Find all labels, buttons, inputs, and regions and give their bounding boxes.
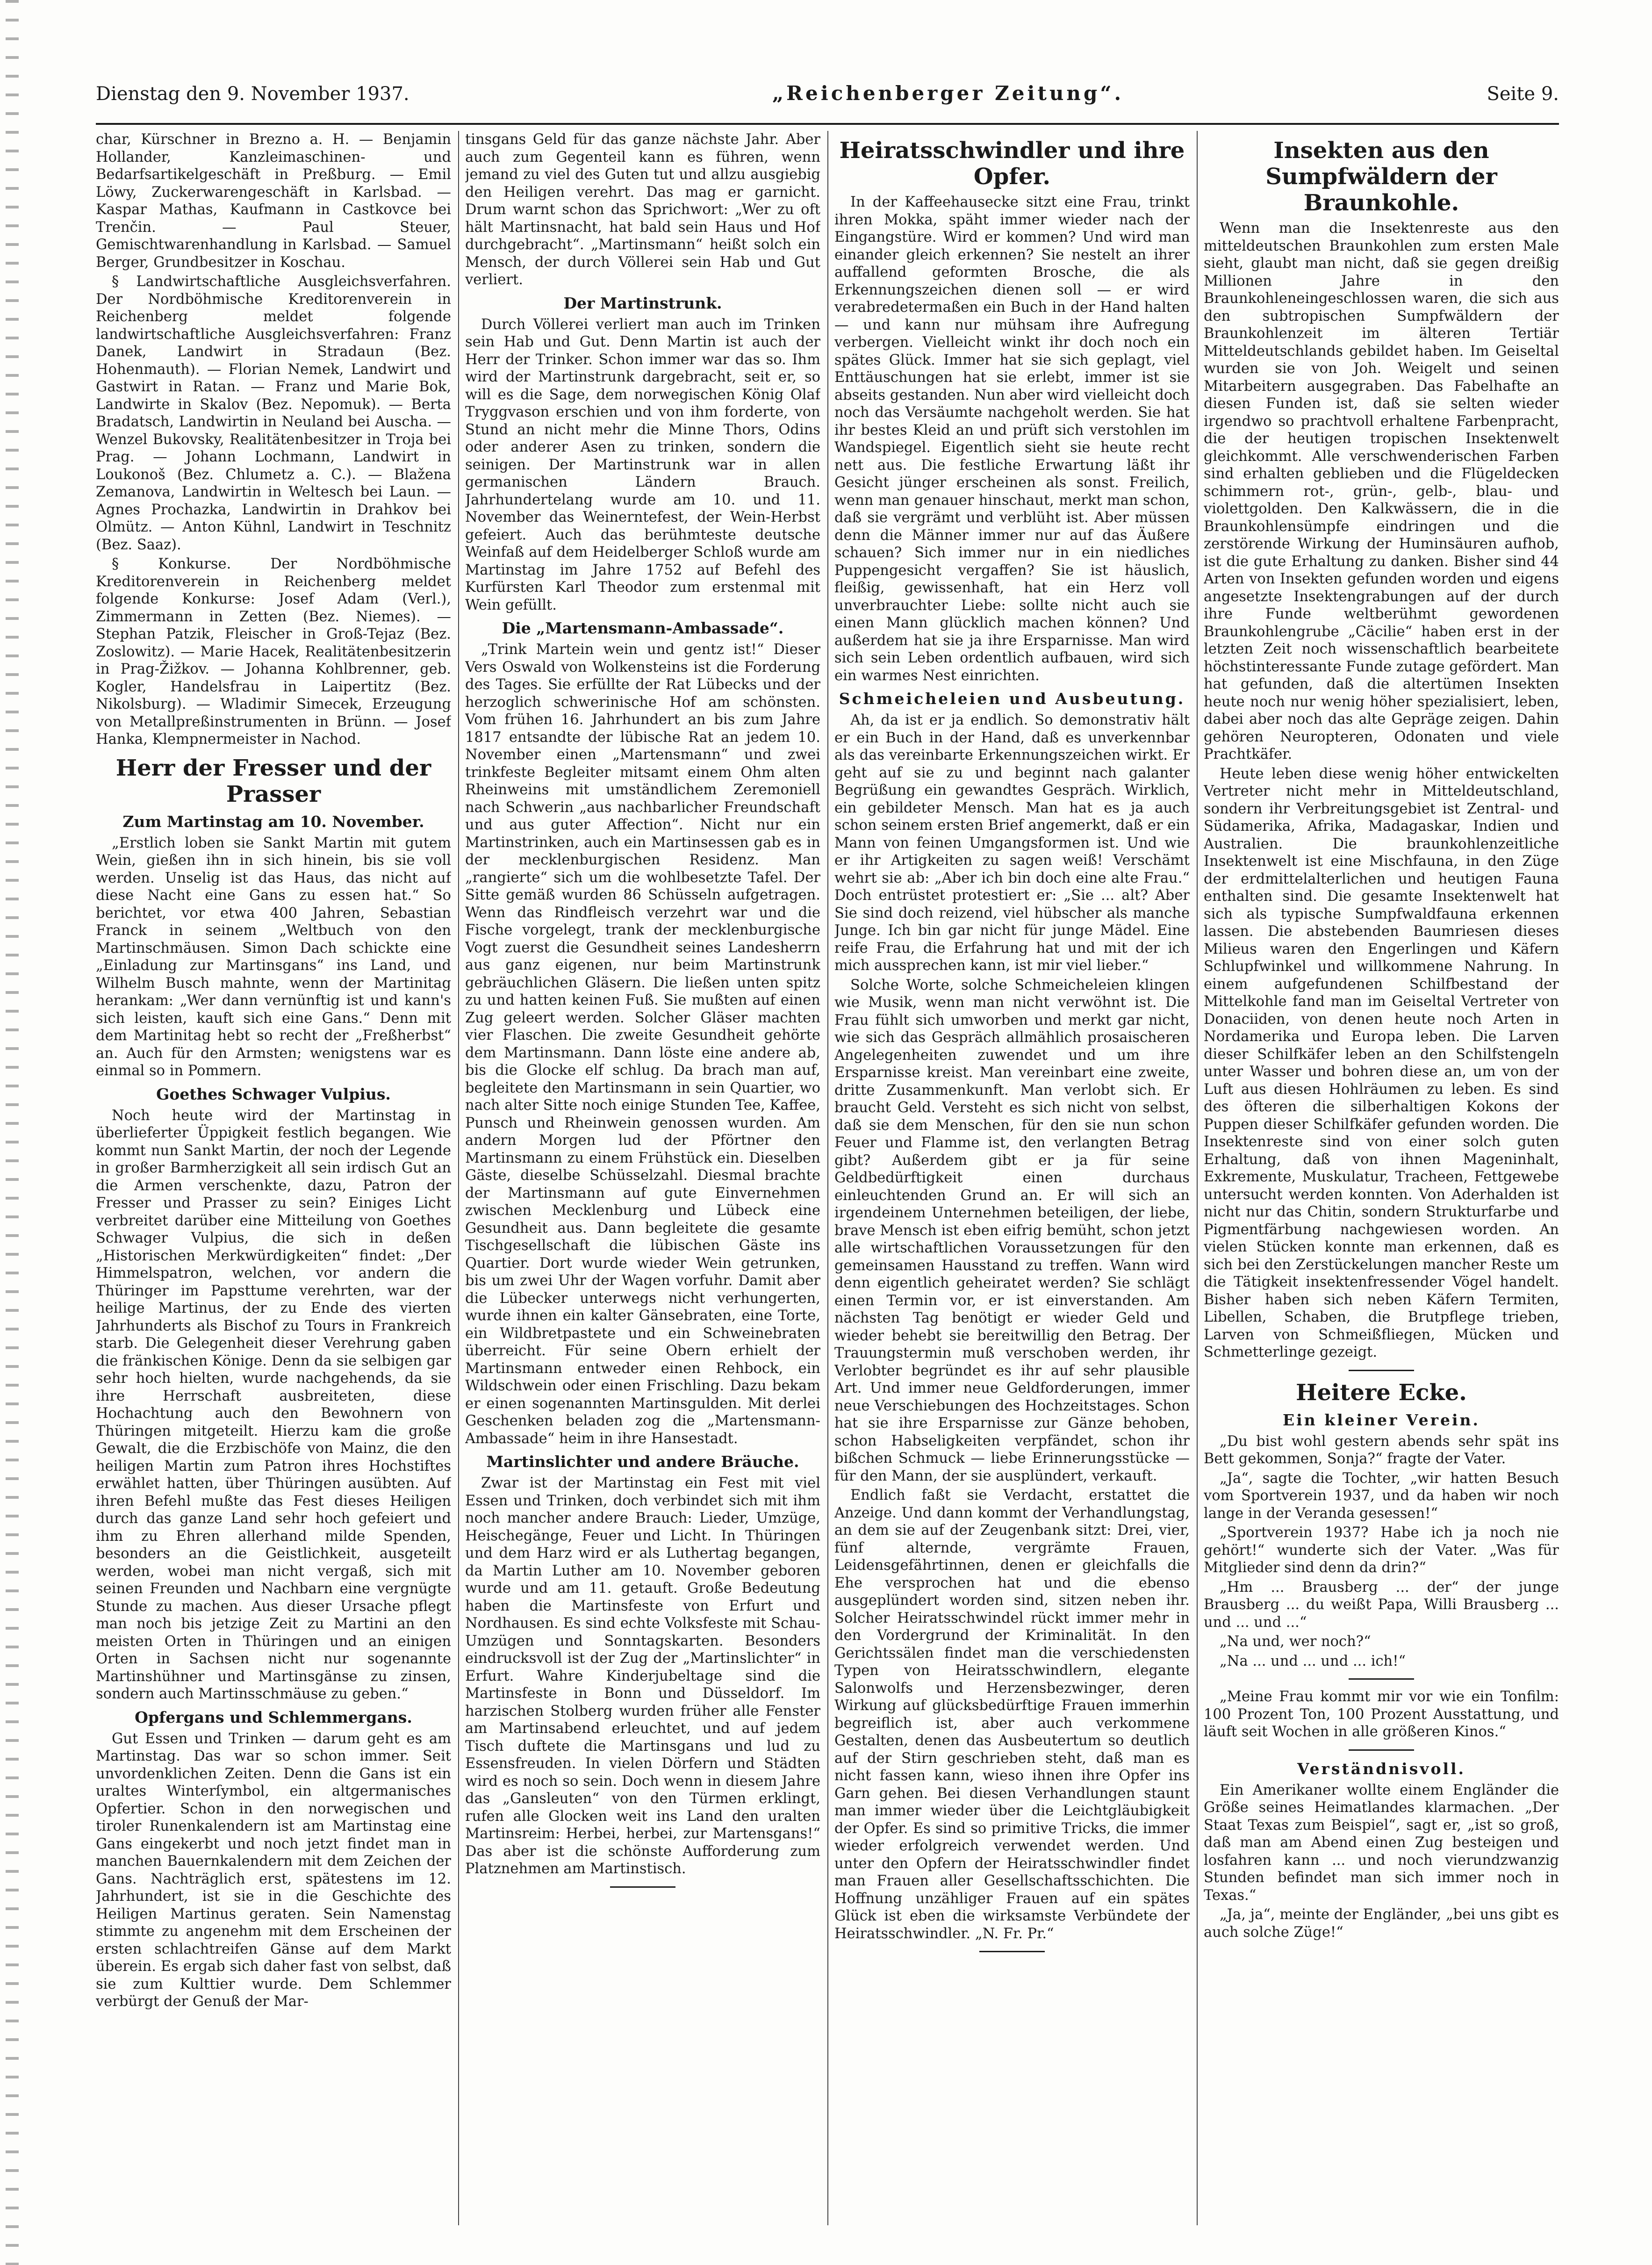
column-3 [834, 131, 1190, 2225]
article-text: Zwar ist der Martinstag ein Fest mit viel Essen und Trinken, doch verbindet sich mit ihm noch mancher andere Brauch: Lieder, Umzüge, Heischegänge, Feuer und Licht. In Thüringen und dem Harz wird er als Luthertag begangen, da Martin Luther am 10. November geboren wurde und am 11. getauft. Große Bedeutung haben die Martinsfeste von Erfurt und Nordhausen. Es sind echte Volksfeste mit Schau-Umzügen und Sonntagskarten. Besonders eindrucksvoll ist der Zug der „Martinslichter“ in Erfurt. Wahre Kinderjubeltage sind die Martinsfeste in Bonn und Düsseldorf. Im harzischen Stolberg wurden früher alle Fenster am Martinsabend erleuchtet, und auf jedem Tisch duftete die Martinsgans und lud zu Essensfreuden. In vielen Dörfern und Städten wird es noch so sein. Doch wenn in diesem Jahre das „Gansleuten“ von den Türmen erklingt, rufen alle Glocken weit ins Land den uralten Martinsreim: Herbei, herbei, zur Martensgans!“ Das aber ist die schönste Aufforderung zum Platznehmen am Martinstisch. [465, 1475, 820, 1877]
article-text: Solche Worte, solche Schmeicheleien klingen wie Musik, wenn man nicht verwöhnt ist. Die Frau fühlt sich umworben und merkt gar nicht, wie sich das Gespräch allmählich prosaischeren Angelegenheiten zuwendet und um ihre Ersparnisse kreist. Man vereinbart eine zweite, dritte Zusammenkunft. Man verlobt sich. Er braucht Geld. Versteht es sich nicht von selbst, daß sie dem Menschen, für den sie nun schon Feuer und Flamme ist, den verlangten Betrag gibt? Außerdem gibt er ja für seine Geldbedürftigkeit einen durchaus einleuchtenden Grund an. Er will sich an irgendeinem Unternehmen beteiligen, der liebe, brave Mensch ist eben eifrig bemüht, schon jetzt alle wirtschaftlichen Voraussetzungen für den gemeinsamen Hausstand zu treffen. Wann wird denn eigentlich geheiratet werden? Sie schlägt einen Termin vor, er ist einverstanden. Am nächsten Tag benötigt er wieder Geld und wieder behebt sie bereitwillig den Betrag. Der Trauungstermin muß verschoben werden, ihr Verlobter begründet es ihr auf sehr plausible Art. Und immer neue Geldforderungen, immer neue Verschiebungen des Hochzeitstages. Schon hat sie ihre Ersparnisse zur Gänze behoben, schon Habseligkeiten verpfändet, schon ihr bißchen Schmuck — liebe Erinnerungsstücke — für den Mann, der sie ausplündert, verkauft. [834, 977, 1190, 1484]
article-text: „Na ... und ... und ... ich!“ [1220, 1653, 1406, 1669]
article-text: In der Kaffeehausecke sitzt eine Frau, trinkt ihren Mokka, späht immer wieder nach der Eingangstüre. Wird er kommen? Und wird man einander gleich erkennen? Sie nestelt an ihrer auffallend geformten Brosche, die als Erkennungszeichen dienen soll — er wird verabredetermaßen ein Buch in der Hand halten — und kann nur mühsam ihre Aufregung verbergen. Vielleicht winkt ihr doch noch ein spätes Glück. Immer hat sie sich geplagt, viel Enttäuschungen hat sie erlebt, immer ist sie abseits gestanden. Nun aber wird vielleicht doch noch das Versäumte nachgeholt werden. Sie hat ihr bestes Kleid an und prüft sich verstohlen im Wandspiegel. Eigentlich sieht sie heute recht nett aus. Die festliche Erwartung läßt ihr Gesicht jünger erscheinen als sonst. Freilich, wenn man genauer hinschaut, merkt man schon, daß sie vergrämt und verblüht ist. Aber müssen denn die Männer immer nur auf das Äußere schauen? Sich immer nur in ein niedliches Puppengesicht vergaffen? Sie ist häuslich, fleißig, gewissenhaft, hat ein Herz voll unverbrauchter Liebe: sollte nicht auch sie einen Mann glücklich machen können? Und außerdem hat sie ja ihre Ersparnisse. Man wird sich sein Leben ordentlich aufbauen, wird sich ein warmes Nest einrichten. [834, 194, 1190, 684]
article-text: Gut Essen und Trinken — darum geht es am Martinstag. Das war so schon immer. Seit unvordenklichen Zeiten. Denn die Gans ist ein uraltes Winterſymbol, ein altgermanisches Opfertier. Schon in den norwegischen und tiroler Runenkalendern ist am Martinstag eine Gans eingekerbt und noch jetzt findet man in manchen Bauernkalendern mit dem Zeichen der Gans. Nachträglich erst, spätestens im 12. Jahrhundert, ist sie in die Geschichte des Heiligen Martinus geraten. Sein Namenstag stimmte zu angenehm mit dem Erscheinen der ersten schlachtreifen Gänse auf dem Markt überein. Es ergab sich daher fast von selbst, daß sie zum Kulttier wurde. Dem Schlemmer verbürgt der Genuß der Mar- [96, 1730, 451, 2010]
section-heading: Opfergans und Schlemmergans. [135, 1708, 412, 1726]
article-text: „Trink Martein wein und gentz ist!“ Dieser Vers Oswald von Wolkensteins ist die Forderung des Tages. Sie erfüllte der Rat Lübecks und der herzoglich schwerinische Hof am schönsten. Vom frühen 16. Jahrhundert an bis zum Jahre 1817 entsandte der lübische Rat an jedem 10. November einen „Martensmann“ und zwei trinkfeste Begleiter mitsamt einem Ohm alten Rheinweins mit umständlichem Zeremoniell nach Schwerin „aus nachbarlicher Freundschaft und aus guter Affection“. Nicht nur ein Martinstrinken, auch ein Martinsessen gab es in der mecklenburgischen Residenz. Man „rangierte“ sich um die wohlbesetzte Tafel. Der Sitte gemäß wurden 86 Schüsseln aufgetragen. Wenn das Rindfleisch verzehrt war und die Fische vorgelegt, trank der mecklenburgische Vogt zuerst die Gesundheit seines Landesherrn aus ganz eigenen, nur beim Martinstrunk gebräuchlichen Gläsern. Die ließen unten spitz zu und hatten keinen Fuß. Sie mußten auf einen Zug geleert werden. Solcher Gläser machten vier Flaschen. Die zweite Gesundheit gehörte dem Martinsmann. Dann löste eine andere ab, bis die Glocke elf schlug. Da brach man auf, begleitete den Martinsmann in sein Quartier, wo nach alter Sitte noch einige Stunden Tee, Kaffee, Punsch und Rheinwein genossen wurden. Am andern Morgen lud der Pförtner den Martinsmann zu einem Frühstück ein. Dieselben Gäste, dieselbe Schüsselzahl. Diesmal brachte der Martinsmann auf gute Einvernehmen zwischen Mecklenburg und Lübeck eine Gesundheit aus. Dann begleitete die gesamte Tischgesellschaft die lübischen Gäste ins Quartier. Dort wurde wieder Wein getrunken, bis um zwei Uhr der Wagen vorfuhr. Damit aber die Lübecker unterwegs nicht verhungerten, wurde ihnen ein kalter Gänsebraten, eine Torte, ein Wildbretpastete und ein Schweinebraten überreicht. Für seine Obern erhielt der Martinsmann entweder einen Rehbock, ein Wildschwein oder einen Frischling. Dazu bekam er einen sogenannten Martinsgulden. Mit derlei Geschenken beladen zog die „Martensmann-Ambassade“ heim in ihre Hansestadt. [465, 641, 820, 1447]
page-number: Seite 9. [1487, 83, 1559, 105]
section-rule [1349, 1749, 1414, 1751]
paper-name: „Reichenberger Zeitung“. [772, 82, 1124, 105]
end-rule [610, 1886, 675, 1888]
column-4 [1204, 131, 1559, 2225]
column-rule [1197, 131, 1198, 2225]
article-title: Heiratsschwindler und ihre Opfer. [839, 137, 1185, 190]
article-text: Ein Amerikaner wollte einem Engländer die Größe seines Heimatlandes klarmachen. „Der Staat Texas zum Beispiel“, sagt er, „ist so groß, daß man am Abend einen Zug besteigen und losfahren kann ... und noch vierundzwanzig Stunden befindet man sich immer noch in Texas.“ [1204, 1782, 1559, 1904]
article-text: „Hm ... Brausberg ... der“ der junge Brausberg ... du weißt Papa, Willi Brausberg ... und ... und ...“ [1204, 1579, 1559, 1631]
article-title: Insekten aus den Sumpfwäldern der Braunkohle. [1265, 137, 1497, 216]
article-text: „Erstlich loben sie Sankt Martin mit gutem Wein, gießen ihn in sich hinein, bis sie voll werden. Unselig ist das Haus, das nicht auf diese Nacht eine Gans zu essen hat.“ So berichtet, vor etwa 400 Jahren, Sebastian Franck in seinem „Weltbuch von den Martinschmäusen. Simon Dach schickte eine „Einladung zur Martinsgans“ ins Land, und Wilhelm Busch mahnte, wenn der Martinitag herankam: „Wer dann vernünftig ist und kann's sich leisten, kauft sich eine Gans.“ Denn mit dem Martinitag hebt so recht der „Freßherbst“ an. Auch für den Armsten; wenigstens war es einmal so in Pommern. [96, 834, 451, 1079]
newspaper-page [96, 82, 1559, 2242]
section-heading: Goethes Schwager Vulpius. [156, 1085, 391, 1103]
page-edge-marks [6, 0, 19, 2265]
article-text: „Du bist wohl gestern abends sehr spät ins Bett gekommen, Sonja?“ fragte der Vater. [1204, 1433, 1559, 1467]
article-title: Herr der Fresser und der Prasser [115, 755, 431, 807]
article-text: Endlich faßt sie Verdacht, erstattet die Anzeige. Und dann kommt der Verhandlungstag, an dem sie auf der Zeugenbank sitzt: Drei, vier, fünf alternde, vergrämte Frauen, Leidensgefährtinnen, denen er gleichfalls die Ehe versprochen hat und die ebenso ausgeplündert worden sind, sitzen neben ihr. Solcher Heiratsschwindel rückt immer mehr in den Vordergrund der Kriminalität. In den Gerichtssälen findet man die verschiedensten Typen von Heiratsschwindlern, elegante Salonwolfs und Herzensbezwinger, deren Wirkung auf glücksbedürftige Frauen immerhin begreiflich ist, aber auch verkommene Gestalten, denen das Ausbeutertum so deutlich auf der Stirn geschrieben steht, daß man es nicht fassen kann, wieso ihnen ihre Opfer ins Garn gehen. Bei diesen Verhandlungen staunt man immer wieder über die Leichtgläubigkeit der Opfer. Es sind so primitive Tricks, die immer wieder erfolgreich verwendet werden. Und unter den Opfern der Heiratsschwindler findet man Frauen aller Gesellschaftsschichten. Die Hoffnung unzähliger Frauen auf ein spätes Glück ist eben die wirksamste Verbündete der Heiratsschwindler. „N. Fr. Pr.“ [834, 1487, 1190, 1942]
article-text: „Sportverein 1937? Habe ich ja noch nie gehört!“ wunderte sich der Vater. „Was für Mitglieder sind denn da drin?“ [1204, 1524, 1559, 1576]
section-heading: Martinslichter und andere Bräuche. [486, 1452, 799, 1471]
section-heading: Ein kleiner Verein. [1283, 1410, 1480, 1429]
column-2 [465, 131, 820, 2225]
columns [96, 131, 1559, 2225]
article-subtitle: Zum Martinstag am 10. November. [122, 812, 424, 831]
article-text: „Ja, ja“, meinte der Engländer, „bei uns gibt es auch solche Züge!“ [1204, 1906, 1559, 1941]
article-text: „Meine Frau kommt mir vor wie ein Tonfilm: 100 Prozent Ton, 100 Prozent Ausstattung, und läuft seit Wochen in alle größeren Kinos.“ [1204, 1689, 1559, 1740]
column-rule [458, 131, 459, 2225]
column-1 [96, 131, 451, 2225]
section-heading: Verständnisvoll. [1297, 1759, 1466, 1778]
article-text: Noch heute wird der Martinstag in überlieferter Üppigkeit festlich begangen. Wie kommt nun Sankt Martin, der noch der Legende in großer Barmherzigkeit all sein irdisch Gut an die Armen verschenkte, dazu, Patron der Fresser und Prasser zu sein? Einiges Licht verbreitet darüber eine Mitteilung von Goethes Schwager Vulpius, die sich in deßen „Historischen Merkwürdigkeiten“ findet: „Der Himmelspatron, welchen, vor andern die Thüringer im Papsttume verehrten, war der heilige Martinus, der zu Ende des vierten Jahrhunderts als Bischof zu Tours in Frankreich starb. Die Gelegenheit dieser Verehrung gaben die fränkischen Könige. Denn da sie selbigen gar sehr hoch hielten, wurde nachgehends, da sie ihre Herrschaft ausbreiteten, diese Hochachtung auch den Bewohnern von Thüringen mitgeteilt. Hierzu kam die große Gewalt, die die Erzbischöfe von Mainz, die den heiligen Martin zum Patron ihres Hochstiftes erwählet hatten, über Thüringen ausübten. Auf ihren Befehl mußte das Fest dieses Heiligen durch das ganze Land sehr hoch gefeiert und ihm zu Ehren allerhand milde Spenden, besonders an die Geistlichkeit, ausgeteilt werden, wobei man nicht vergaß, sich mit seinen Freunden und Nachbarn eine vergnügte Stunde zu machen. Aus dieser Ursache pflegt man noch bis jetzige Zeit zu Martini an den meisten Orten in Thüringen und an einigen Orten in Sachsen nicht nur sogenannte Martinshühner und Martinsgänse zu zinsen, sondern auch Martinsschmäuse zu geben.“ [96, 1107, 451, 1702]
article-text: Durch Völlerei verliert man auch im Trinken sein Hab und Gut. Denn Martin ist auch der Herr der Trinker. Schon immer war das so. Ihm wird der Martinstrunk dargebracht, seit er, so will es die Sage, dem norwegischen König Olaf Tryggvason erschien und von ihm forderte, von Stund an nicht mehr die Minne Thors, Odins oder anderer Asen zu trinken, sondern die seinigen. Der Martinstrunk war in allen germanischen Ländern Brauch. Jahrhundertelang wurde am 10. und 11. November das Weinerntefest, der Wein-Herbst gefeiert. Auch das berühmteste deutsche Weinfaß auf dem Heidelberger Schloß wurde am Martinstag im Jahre 1752 auf Befehl des Kurfürsten Karl Theodor zum erstenmal mit Wein gefüllt. [465, 316, 820, 613]
article-text: § Landwirtschaftliche Ausgleichsverfahren. Der Nordböhmische Kreditorenverein in Reichenberg meldet folgende landwirtschaftliche Ausgleichsverfahren: Franz Danek, Landwirt in Stradaun (Bez. Hohenmauth). — Florian Nemek, Landwirt und Gastwirt in Ratan. — Franz und Marie Bok, Landwirte in Skalov (Bez. Nepomuk). — Berta Bradatsch, Landwirtin in Neuland bei Auscha. — Wenzel Bukovsky, Realitätenbesitzer in Troja bei Prag. — Johann Lochmann, Landwirt in Loukonoš (Bez. Chlumetz a. C.). — Blažena Zemanova, Landwirtin in Weltesch bei Laun. — Agnes Prochazka, Landwirtin in Drahkov bei Olmütz. — Anton Kühnl, Landwirt in Teschnitz (Bez. Saaz). [96, 273, 451, 553]
issue-date: Dienstag den 9. November 1937. [96, 83, 409, 105]
article-text: tinsgans Geld für das ganze nächste Jahr. Aber auch zum Gegenteil kann es führen, wenn jemand zu viel des Guten tut und allzu ausgiebig den Heiligen verehrt. Das mag er garnicht. Drum warnt schon das Sprichwort: „Wer zu oft hält Martinsnacht, hat bald sein Haus und Hof durchgebracht“. „Martinsmann“ heißt solch ein Mensch, der durch Völlerei sein Hab und Gut verliert. [465, 131, 820, 288]
article-text: Wenn man die Insektenreste aus den mitteldeutschen Braunkohlen zum ersten Male sieht, glaubt man nicht, daß sie gegen dreißig Millionen Jahre in den Braunkohleneingeschlossen waren, die sich aus den subtropischen Sumpfwäldern der Braunkohlenzeit im älteren Tertiär Mitteldeutschlands gebildet haben. Im Geiseltal wurden sie von Joh. Weigelt und seinen Mitarbeitern ausgegraben. Das Fabelhafte an diesen Funden ist, daß sie selten wieder irgendwo so prachtvoll erhaltene Farbenpracht, die der heutigen tropischen Insektenwelt gleichkommt. Alle verschwenderischen Farben sind erhalten geblieben und die Flügeldecken schimmern rot-, grün-, gelb-, blau- und violettgolden. Den Kalkwässern, die in die Braunkohlensümpfe eindringen und die zerstörende Wirkung der Huminsäuren aufhob, ist die gute Erhaltung zu danken. Bisher sind 44 Arten von Insekten gefunden worden und eigens angesetzte Insektengrabungen auf der durch ihre Funde weltberühmt gewordenen Braunkohlengrube „Cäcilie“ haben erst in der letzten Zeit noch wissenschaftlich bearbeitete höchstinteressante Funde zutage gefördert. Man hat gefunden, daß die altertümen Insekten heute noch nur wenig höher spezialisiert, leben, dabei aber noch das alte Gepräge zeigen. Dahin gehören Neuropteren, Odonaten und viele Prachtkäfer. [1204, 220, 1559, 762]
article-text: § Konkurse. Der Nordböhmische Kreditorenverein in Reichenberg meldet folgende Konkurse: Josef Adam (Verl.), Zimmermann in Zetten (Bez. Niemes). — Stephan Patzik, Fleischer in Groß-Tejaz (Bez. Zoslowitz). — Marie Hacek, Realitätenbesitzerin in Prag-Žižkov. — Johanna Kohlbrenner, geb. Kogler, Handelsfrau in Laipertitz (Bez. Nikolsburg). — Wladimir Simecek, Erzeugung von Metallpreßinstrumenten in Brünn. — Josef Hanka, Klempnermeister in Nachod. [96, 556, 451, 748]
article-text: Ah, da ist er ja endlich. So demonstrativ hält er ein Buch in der Hand, daß es unverkennbar als das vereinbarte Erkennungszeichen wirkt. Er geht auf sie zu und beginnt nach galanter Begrüßung ein gewandtes Gespräch. Wirklich, ein gebildeter Mensch. Man hat es ja auch schon seinem ersten Brief angemerkt, daß er ein Mann von feinen Umgangsformen ist. Und wie er ihr Artigkeiten zu sagen weiß! Verschämt wehrt sie ab: „Aber ich bin doch eine alte Frau.“ Doch entrüstet protestiert er: „Sie ... alt? Aber Sie sind doch reizend, viel hübscher als manche Junge. Ich bin gar nicht für junge Mädel. Eine reife Frau, die Erfahrung hat und mit der ich mich aussprechen kann, ist mir viel lieber.“ [834, 712, 1190, 974]
section-heading: Der Martinstrunk. [563, 294, 722, 312]
article-text: „Na und, wer noch?“ [1220, 1633, 1371, 1650]
article-text: „Ja“, sagte die Tochter, „wir hatten Besuch vom Sportverein 1937, und da haben wir noch lange in der Veranda gesessen!“ [1204, 1470, 1559, 1522]
section-rule [1349, 1370, 1414, 1371]
masthead [96, 82, 1559, 125]
end-rule [979, 1951, 1045, 1952]
column-rule [827, 131, 828, 2225]
section-heading: Die „Martensmann-Ambassade“. [502, 619, 784, 637]
section-rule [1349, 1678, 1414, 1680]
article-text: Heute leben diese wenig höher entwickelten Vertreter nicht mehr in Mitteldeutschland, sondern ihr Verbreitungsgebiet ist Zentral- und Südamerika, Afrika, Madagaskar, Indien und Australien. Die braunkohlenzeitliche Insektenwelt ist eine Mischfauna, in den Züge der erdmittelalterlichen und heutigen Fauna enthalten sind. Die gesamte Insektenwelt hat sich als typische Sumpfwaldfauna erkennen lassen. Die abstebenden Baumriesen dieses Milieus waren den Engerlingen und Käfern Schlupfwinkel und willkommene Nahrung. In einem aufgefundenen Schilfbestand der Mittelkohle fand man im Geiseltal Vertreter von Donaciiden, von denen heute noch Arten in Nordamerika und Europa leben. Die Larven dieser Schilfkäfer leben an den Schilfstengeln unter Wasser und bohren diese an, um von der Luft aus diesen Hohlräumen zu leben. Es sind des öfteren die silberhaltigen Kokons der Puppen dieser Schilfkäfer gefunden worden. Die Insektenreste sind von einer solch guten Erhaltung, daß von ihnen Mageninhalt, Exkremente, Muskulatur, Tracheen, Fettgewebe untersucht werden konnten. Von Aderhalden ist nicht nur das Chitin, sondern Strukturfarbe und Pigmentfärbung nachgewiesen worden. An vielen Stücken konnte man erkennen, daß es sich bei den Zerstückelungen mancher Reste um die Tätigkeit insektenfressender Vögel handelt. Bisher haben sich neben Käfern Termiten, Libellen, Schaben, die Brutpflege trieben, Larven von Schmeißfliegen, Mücken und Schmetterlinge gezeigt. [1204, 765, 1559, 1360]
section-heading: Schmeicheleien und Ausbeutung. [839, 690, 1185, 708]
article-text: char, Kürschner in Brezno a. H. — Benjamin Hollander, Kanzleimaschinen- und Bedarfsartikelgeschäft in Preßburg. — Emil Löwy, Zuckerwarengeschäft in Karlsbad. — Kaspar Mathas, Kaufmann in Castkovce bei Trenčin. — Paul Steuer, Gemischtwarenhandlung in Karlsbad. — Samuel Berger, Grundbesitzer in Koschau. [96, 131, 451, 271]
article-title: Heitere Ecke. [1296, 1379, 1467, 1406]
